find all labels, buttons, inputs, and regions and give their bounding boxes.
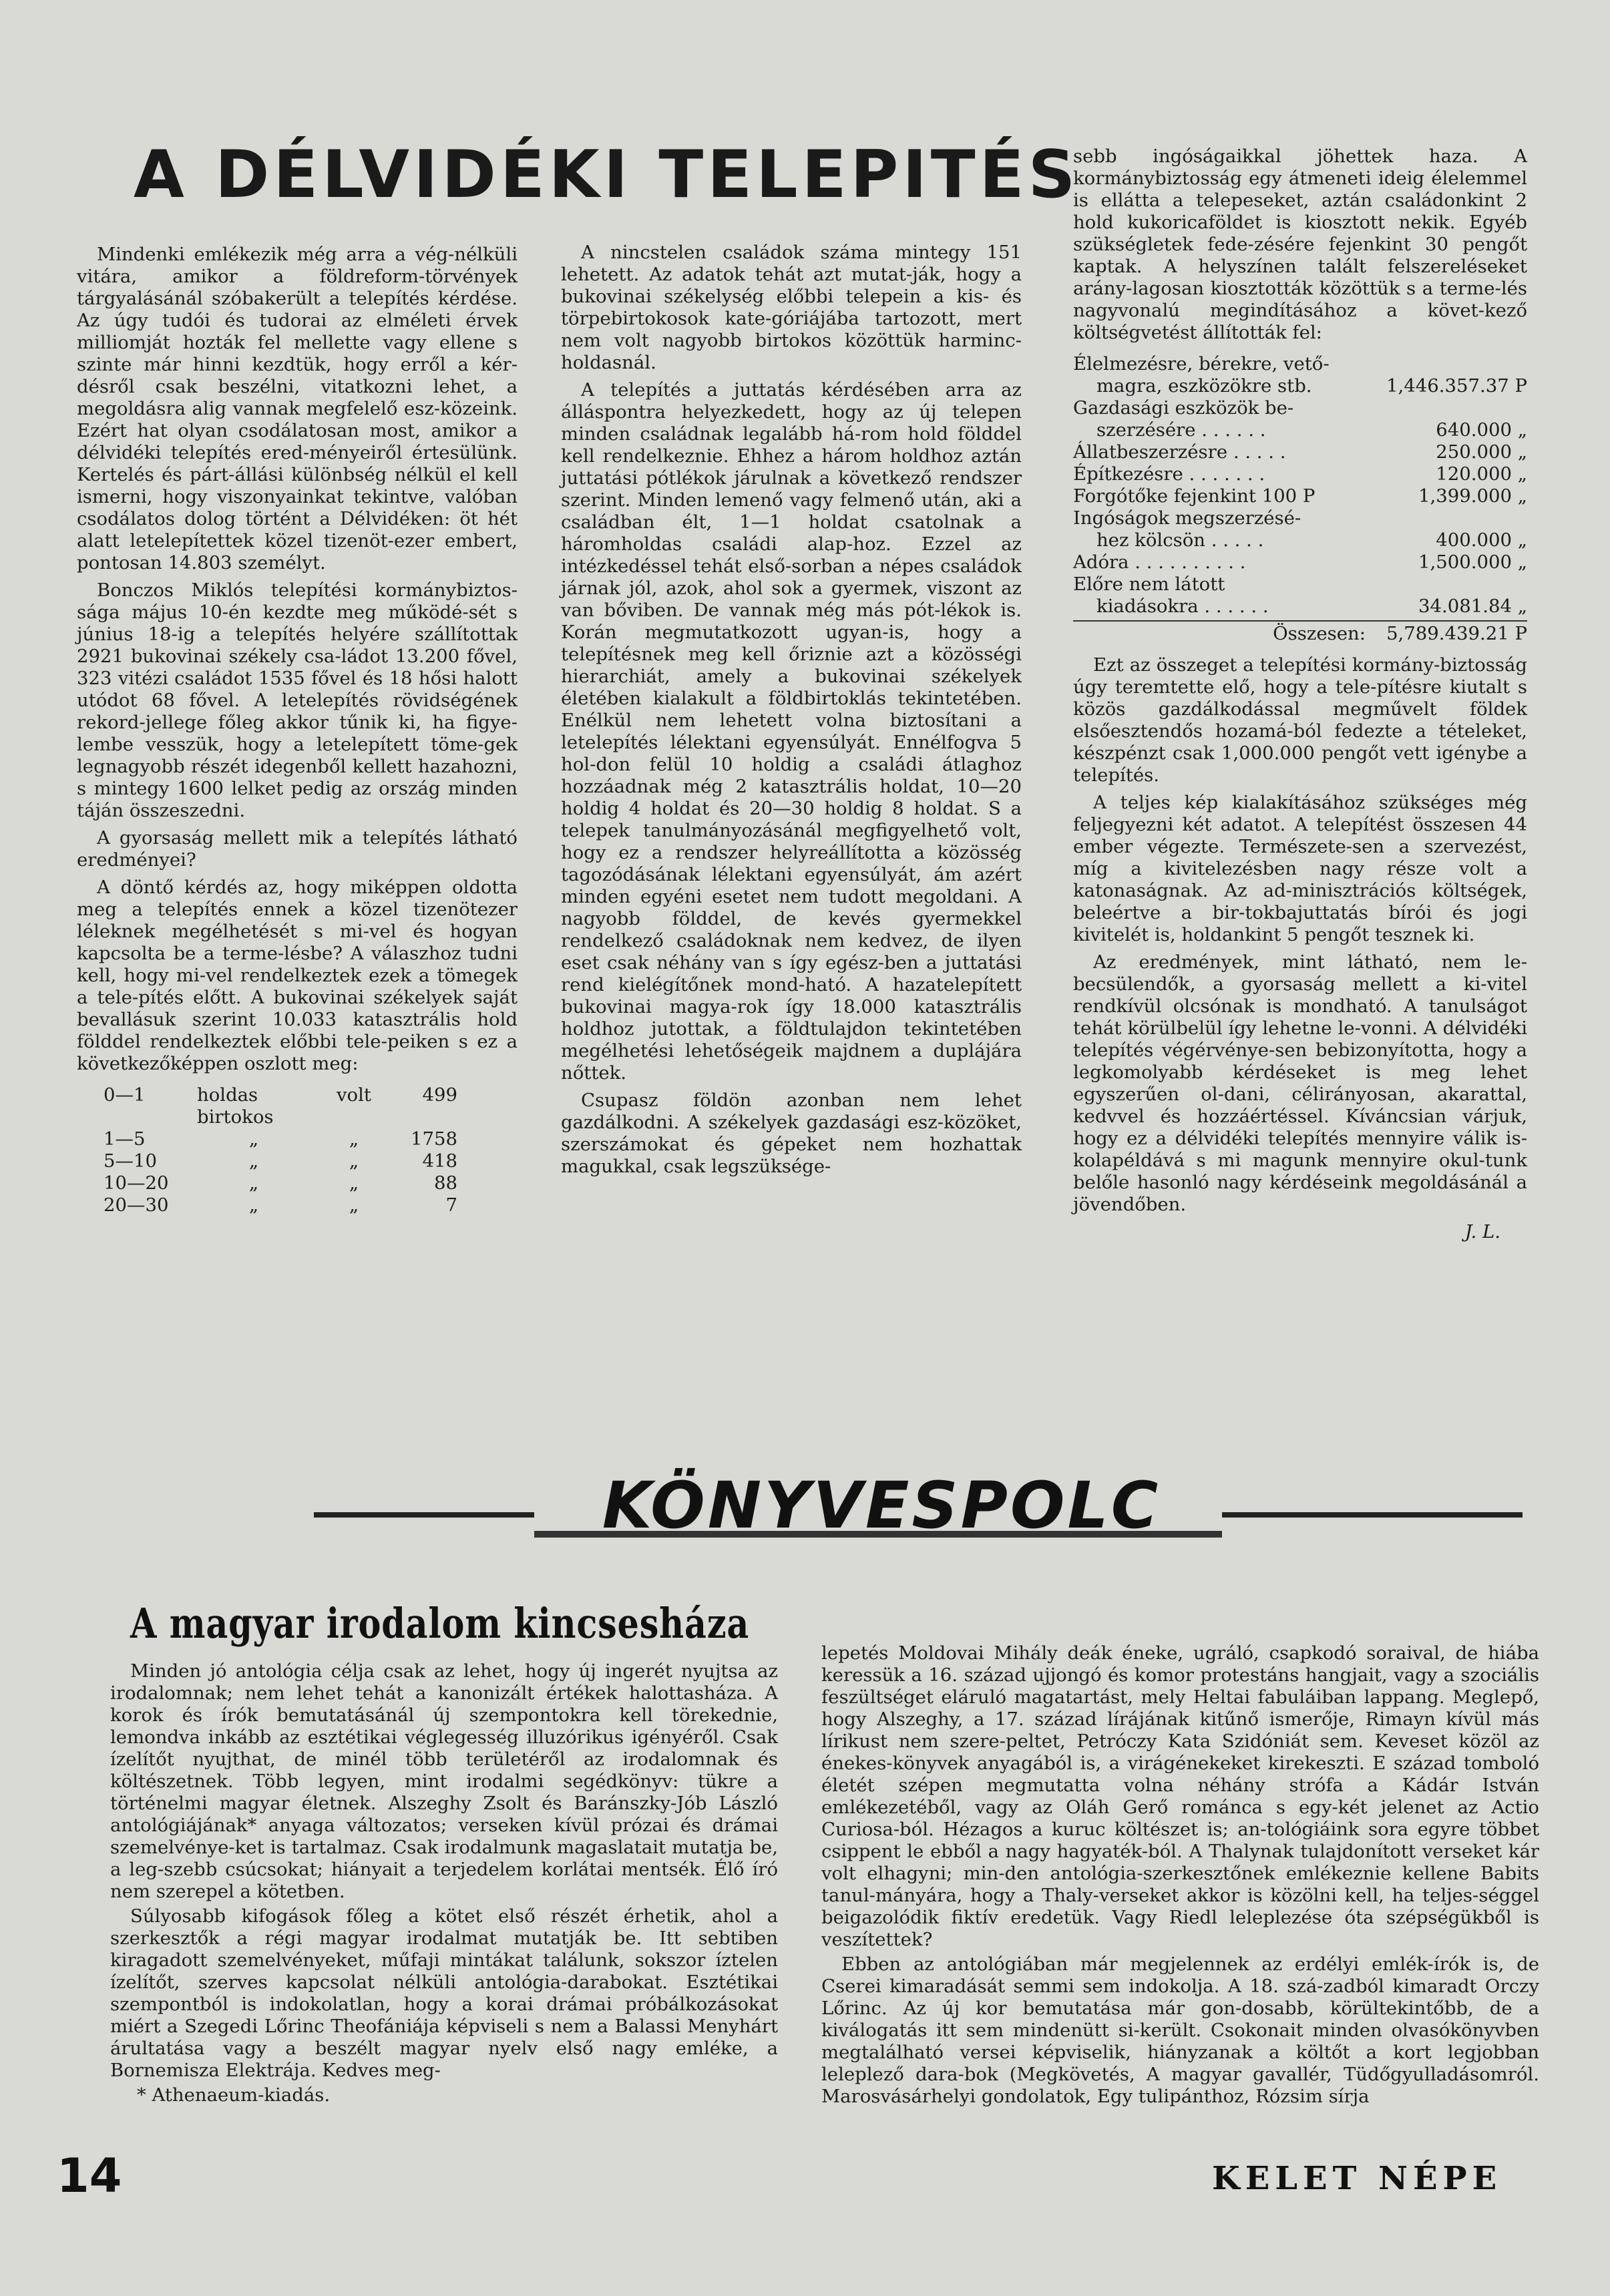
holdings-row (104, 1150, 504, 1172)
budget-value (1374, 573, 1527, 596)
paragraph: Mindenki emlékezik még arra a vég-nélküli vitára, amikor a földreform-törvények tárgyalásánál szóbakerült a telepítés kérdése. Az úgy tudói és tudorai az elméleti érvek milliomját hozták fel mellette vagy ellene s szinte már hinni kezdtük, hogy erről a kér-désről csak beszélni, vitatkozni lehet, a megoldásra alig vannak megfelelő esz-közeink. Ezért hat olyan csodálatosan most, amikor a délvidéki telepítés ered-ményeiről értesülünk. Kertelés és párt-állási különbség nélkül el kell ismerni, hogy viszonyainkat tekintve, valóban csodálatos dolog történt a Délvidéken: öt hét alatt letelepítettek közel tizenöt-ezer embert, pontosan 14.803 személyt. (77, 244, 518, 573)
section-banner (314, 1468, 1523, 1543)
budget-row (1073, 596, 1527, 618)
budget-row (1073, 529, 1527, 551)
budget-row (1073, 551, 1527, 573)
holdings-row (104, 1084, 504, 1128)
holdings-verb: volt (337, 1084, 371, 1106)
page-number: 14 (57, 2148, 122, 2203)
budget-value (1374, 397, 1527, 419)
paragraph: A telepítés a juttatás kérdésében arra az álláspontra helyezkedett, hogy az új telepen minden családnak legalább há-rom hold földdel kell rendelkeznie. Ehhez a három holdhoz aztán juttatási pótlékok járulnak a következő rendszer szerint. Minden lemenő vagy felmenő után, aki a családban élt, 1—1 holdat csatolnak a háromholdas családi alap-hoz. Ezzel az intézkedéssel tehát első-sorban a népes családok járnak jól, azok, ahol sok a gyermek, viszont az van bőviben. De vannak még más pót-lékok is. Korán megmutatkozott ugyan-is, hogy a telepítésnek meg kell őriznie azt a közösségi hierarchiát, amely a bukovinai székelyek életében kialakult a földbirtoklás tekintetében. Enélkül nem lehetett volna biztosítani a letelepítés lélektani egyensúlyát. Ennélfogva 5 hol-don felül 10 holdig a családi átlaghoz hozzáadnak még 2 katasztrális holdat, 10—20 holdig 4 holdat és 20—30 holdig 8 holdat. S a telepek tanulmányozásánál megfigyelhető volt, hogy ez a rendszer helyreállította a közösség tagozódásának lélektani egyensúlyát, ám azért minden egyéni esetet nem tudott megoldani. A nagyobb földdel, de kevés gyermekkel rendelkező családoknak nem kedvez, de ilyen eset csak néhány van s így egész-ben a juttatási rend kielégítőnek mond-ható. A hazatelepített bukovinai magya-rok így 18.000 katasztrális holdhoz jutottak, a földtulajdon tekintetében megélhetési lehetőségeik majdnem a duplájára nőttek. (561, 379, 1022, 1084)
budget-total-label: Összesen: (1273, 623, 1366, 644)
review-column-1 (110, 1660, 778, 2109)
budget-total-row (1073, 620, 1527, 645)
holdings-verb: „ (349, 1194, 359, 1216)
paragraph: A teljes kép kialakításához szükséges még feljegyezni két adatot. A telepítést összesen 44 ember végezte. Természete-sen a szervezést, míg a kivitelezésben nagy része volt a katonaságnak. Az ad-minisztrációs költségek, beleértve a bir-tokbajuttatás bírói és jogi kivitelét is, holdankint 5 pengőt tesznek ki. (1073, 792, 1527, 945)
budget-value: 250.000 „ (1436, 441, 1527, 463)
article-column-1 (77, 244, 518, 1216)
holdings-value: 499 (422, 1084, 457, 1106)
paragraph: A döntő kérdés az, hogy miképpen oldotta meg a telepítés ennek a közel tizenötezer léleknek megélhetését s mi-vel és hogyan kapcsolta be a terme-lésbe? A válaszhoz tudni kell, hogy mi-vel rendelkeztek ezek a tömegek a tele-pítés előtt. A bukovinai székelyek saját bevallásuk szerint 10.033 katasztrális hold földdel rendelkeztek előbbi tele-peiken s ez a következőképpen oszlott meg: (77, 877, 518, 1074)
paragraph: lepetés Moldovai Mihály deák éneke, ugráló, csapkodó soraival, de hiába keressük a 16. század ujjongó és komor protestáns hangjait, vagy a szociális feszültséget eláruló magatartást, mely Heltai fabuláiban lappang. Meglepő, hogy Alszeghy, a 17. század lírájának kitűnő ismerője, Rimayn kívül más lírikust nem szere-peltet, Petróczy Kata Szidóniát sem. Keveset közöl az énekes-könyvek anyagából is, a virágénekeket kirekeszti. E század tomboló életét szépen megmutatta volna néhány strófa a Kádár István emlékezetéből, vagy az Oláh Gerő románca s egy-két jelenet az Actio Curiosa-ból. Hézagos a kuruc költészet is; an-tológiáink sora egyre többet csippent le ebből a nagy hagyaték-ból. A Thalynak tulajdonított verseket kár volt elhagyni; min-den antológia-szerkesztőnek emlékeznie kellene Babits tanul-mányára, hogy a Thaly-verseket akkor is közölni kell, ha teljes-séggel beigazolódik fiktív eredetük. Vagy Riedl leleplezése óta szépségükből is veszítettek? (821, 1642, 1539, 1950)
section-title: KÖNYVESPOLC (602, 1468, 1161, 1543)
budget-label: magra, eszközökre stb. (1073, 375, 1312, 397)
budget-total-value: 5,789.439.21 P (1386, 623, 1527, 644)
budget-value (1374, 507, 1527, 529)
budget-label: Élelmezésre, bérekre, vető- (1073, 353, 1330, 375)
budget-row (1073, 353, 1527, 375)
budget-value: 1,399.000 „ (1418, 485, 1527, 507)
budget-value: 1,500.000 „ (1418, 551, 1527, 573)
budget-row (1073, 441, 1527, 463)
holdings-value: 418 (422, 1150, 457, 1172)
paragraph: Ezt az összeget a telepítési kormány-biztosság úgy teremtette elő, hogy a tele-pítésre kiutalt s közös gazdálkodással megművelt földek elsőesztendős hozamá-ból fedezte a tételeket, készpénzt csak 1,000.000 pengőt vett igénybe a telepítés. (1073, 654, 1527, 786)
paragraph: Bonczos Miklós telepítési kormánybiztos-sága május 10-én kezdte meg működé-sét s június 18-ig a telepítés helyére szállítottak 2921 bukovinai székely csa-ládot 13.200 fővel, 323 vitézi családot 1535 fővel és 18 hősi halott utódot 68 fővel. A letelepítés rövidségének rekord-jellege főleg akkor tűnik ki, ha figye-lembe vesszük, hogy a letelepített tömе-gek legnagyobb részét idegenből kellett hazahozni, s mintegy 1600 lelket pedig az ország minden táján összeszedni. (77, 580, 518, 821)
budget-value: 1,446.357.37 P (1386, 375, 1527, 397)
holdings-range: 10—20 (104, 1172, 169, 1194)
article-column-2 (561, 242, 1022, 1183)
article-title: A DÉLVIDÉKI TELEPITÉS (134, 137, 1080, 213)
review-column-2 (821, 1642, 1539, 2110)
holdings-range: 0—1 (104, 1084, 146, 1106)
budget-label: hez kölcsön . . . . . (1073, 529, 1264, 551)
budget-value: 400.000 „ (1436, 529, 1527, 551)
banner-rule-left (314, 1512, 534, 1518)
budget-label: Ingóságok megszerzésé- (1073, 507, 1301, 529)
holdings-range: 5—10 (104, 1150, 157, 1172)
article-column-3 (1073, 146, 1527, 1243)
holdings-desc: „ (248, 1194, 259, 1216)
budget-row (1073, 573, 1527, 596)
paragraph: Ebben az antológiában már megjelennek az erdélyi emlék-írók is, de Cserei kimaradását semmi sem indokolja. A 18. szá-zadból kimaradt Orczy Lőrinc. Az új kor bemutatása már gon-dosabb, körültekintőbb, de a kiválogatás itt sem mindenütt si-került. Csokonait minden olvasókönyvben megtalálható versei képviselik, hiányzanak a költőt a kort legjobban leleplező dara-bok (Megkövetés, A magyar gavallér, Tüdőgyulladásomról. Marosvásárhelyi gondolatok, Egy tulipánthoz, Rózsim sírja (821, 1954, 1539, 2107)
budget-value: 120.000 „ (1436, 463, 1527, 485)
budget-row (1073, 397, 1527, 419)
paragraph: sebb ingóságaikkal jöhettek haza. A kormánybiztosság egy átmeneti ideig élelemmel is ellátta a telepeseket, aztán családonkint 2 hold kukoricaföldet is kiosztott nekik. Egyéb szükségletek fede-zésére fejenkint 30 pengőt kaptak. A helyszínen talált felszereléseket arány-lagosan kiosztották közöttük s a terme-lés nagyvonalú megindításához a követ-kező költségvetést állították fel: (1073, 146, 1527, 343)
holdings-range: 1—5 (104, 1128, 146, 1150)
budget-row (1073, 485, 1527, 507)
holdings-value: 88 (434, 1172, 457, 1194)
holdings-verb: „ (349, 1172, 359, 1194)
budget-label: Forgótőke fejenkint 100 P (1073, 485, 1316, 507)
paragraph: Súlyosabb kifogások főleg a kötet első részét érhetik, ahol a szerkesztők a régi magyar irodalmat mutatják be. Itt sebtiben kiragadott szemelvényeket, műfaji mintákat találunk, sokszor íztelen ízelítőt, szerves kapcsolat nélküli antológia-darabokat. Esztétikai szempontból is indokolatlan, hogy a korai drámai próbálkozásokat miért a Szegedi Lőrinc Theofániája képviseli s nem a Balassi Menyhárt árultatása vagy a beszélt magyar nyelv első nagy emléke, a Bornemisza Elektrája. Kedves meg- (110, 1905, 778, 2081)
holdings-desc: holdas birtokos (197, 1084, 274, 1128)
budget-label: Előre nem látott (1073, 573, 1225, 595)
holdings-desc: „ (248, 1150, 259, 1172)
budget-label: Állatbeszerzésre . . . . . (1073, 441, 1286, 463)
banner-rule-right (1222, 1512, 1523, 1518)
budget-row (1073, 507, 1527, 529)
review-title: A magyar irodalom kincsesháza (130, 1599, 750, 1648)
signature: J. L. (1464, 1221, 1500, 1242)
budget-label: szerzésére . . . . . . (1073, 419, 1266, 441)
budget-value (1374, 353, 1527, 375)
holdings-row (104, 1194, 504, 1216)
budget-label: Adóra . . . . . . . . . . (1073, 551, 1246, 573)
budget-label: Építkezésre . . . . . . . (1073, 463, 1265, 485)
budget-table (1073, 353, 1527, 645)
paragraph: Minden jó antológia célja csak az lehet, hogy új ingerét nyujtsa az irodalomnak; nem lehet tehát a kanonizált értékek halottasháza. A korok és írók bemutatásánál új szempontokra kell törekednie, lemondva inkább az esztétikai véglegesség illuzórikus igényéről. Csak ízelítőt nyujthat, de minél több területéről az irodalomnak és költészetnek. Több legyen, mint irodalmi segédkönyv: tükre a történelmi magyar életnek. Alszeghy Zsolt és Baránszky-Jób László antológiájának* anyaga változatos; verseken kívül prózai és drámai szemelvénye-ket is tartalmaz. Csak irodalmunk magaslatait mutatja be, a leg-szebb csúcsokat; hiányait a terjedelem korlátai mentsék. Élő író nem szerepel a kötetben. (110, 1660, 778, 1902)
holdings-value: 1758 (411, 1128, 457, 1150)
paragraph: Csupasz földön azonban nem lehet gazdálkodni. A székelyek gazdasági esz-közöket, szerszámokat és gépeket nem hozhattak magukkal, csak legszükségе- (561, 1090, 1022, 1177)
budget-row (1073, 463, 1527, 485)
paragraph: Az eredmények, mint látható, nem le-becsülendők, a gyorsaság mellett a ki-vitel rendkívül olcsónak is mondható. A tanulságot tehát körülbelül így lehetne le-vonni. A délvidéki telepítés végérvénye-sen bebizonyította, hogy a legkomolyabb kérdéseket is meg lehet egyszerűen ol-dani, célirányosan, akarattal, kedvvel és hozzáértéssel. Kíváncsian várjuk, hogy ez a délvidéki telepítés mennyire válik is-kolapéldává s mi magunk mennyire okul-tunk belőle hasonló nagy kérdéseink megoldásánál a jövendőben. (1073, 951, 1527, 1215)
footnote: * Athenaeum-kiadás. (137, 2084, 331, 2106)
holdings-verb: „ (349, 1128, 359, 1150)
holdings-verb: „ (349, 1150, 359, 1172)
holdings-range: 20—30 (104, 1194, 169, 1216)
holdings-desc: „ (248, 1128, 259, 1150)
holdings-row (104, 1172, 504, 1194)
holdings-row (104, 1128, 504, 1150)
budget-row (1073, 419, 1527, 441)
budget-value: 34.081.84 „ (1418, 596, 1527, 617)
budget-value: 640.000 „ (1436, 419, 1527, 441)
holdings-value: 7 (445, 1194, 457, 1216)
budget-label: Gazdasági eszközök be- (1073, 397, 1294, 419)
holdings-table (104, 1084, 504, 1216)
holdings-desc: „ (248, 1172, 259, 1194)
budget-row (1073, 375, 1527, 397)
budget-label: kiadásokra . . . . . . (1073, 596, 1269, 617)
paragraph: A nincstelen családok száma mintegy 151 lehetett. Az adatok tehát azt mutat-ják, hogy a bukovinai székelység előbbi telepein a kis- és törpebirtokosok kate-góriájába tartozott, mert nem volt nagyobb birtokos közöttük harminc-holdasnál. (561, 242, 1022, 373)
magazine-name: KELET NÉPE (1212, 2160, 1502, 2197)
paragraph: A gyorsaság mellett mik a telepítés látható eredményei? (77, 827, 518, 871)
